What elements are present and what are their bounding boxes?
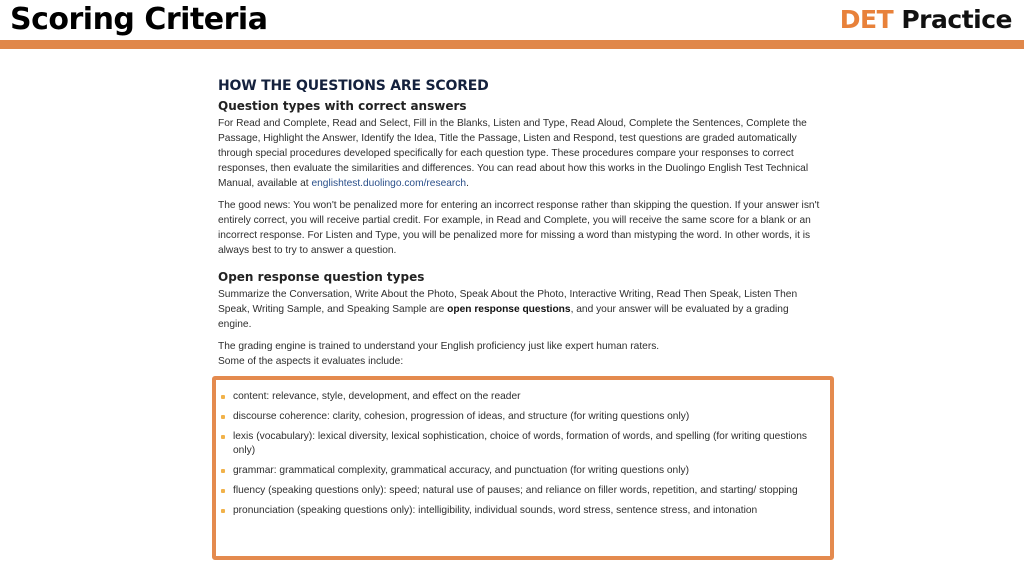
list-item	[218, 464, 823, 478]
aspect-text: content: relevance, style, development, and effect on the reader	[233, 391, 521, 402]
page-header	[0, 0, 1024, 40]
paragraph-open-response	[218, 287, 823, 332]
aspects-list	[218, 390, 823, 524]
brand-practice: Practice	[901, 5, 1012, 34]
paragraph-grading-text: For Read and Complete, Read and Select, Fill in the Blanks, Listen and Type, Read Aloud, Complete the Sentences, Complete the Passage, Highlight the Answer, Identify the Idea, Title the Passage, Listen and Respond, test questions are graded automatically through special procedures developed specifically for each question type. These procedures compare your responses to correct responses, then evaluate the similarities and differences. You can read about how this works in the Duolingo English Test Technical Manual, available at	[218, 118, 809, 189]
list-item	[218, 390, 823, 404]
paragraph-grading	[218, 116, 823, 191]
section-title: HOW THE QUESTIONS ARE SCORED	[218, 78, 489, 94]
bullet-icon	[221, 415, 225, 419]
aspect-text: lexis (vocabulary): lexical diversity, lexical sophistication, choice of words, formation of words, and spelling (for writing questions only)	[233, 431, 807, 456]
grading-engine-line1: The grading engine is trained to understand your English proficiency just like expert human raters.	[218, 341, 660, 352]
article-content	[218, 78, 823, 369]
aspect-text: discourse coherence: clarity, cohesion, progression of ideas, and structure (for writing questions only)	[233, 411, 690, 422]
bullet-icon	[221, 489, 225, 493]
list-item	[218, 430, 823, 458]
header-accent-bar	[0, 40, 1024, 49]
bullet-icon	[221, 435, 225, 439]
list-item	[218, 504, 823, 518]
list-item	[218, 484, 823, 498]
bullet-icon	[221, 395, 225, 399]
brand-logo	[840, 2, 1012, 38]
open-response-bold: open response questions	[447, 304, 571, 315]
aspect-text: pronunciation (speaking questions only): intelligibility, individual sounds, word stress, sentence stress, and intonation	[233, 505, 758, 516]
paragraph-open-response-end: , and your answer will be evaluated by a grading engine.	[218, 304, 789, 330]
bullet-icon	[221, 469, 225, 473]
brand-det: DET	[839, 5, 894, 34]
grading-engine-line2: Some of the aspects it evaluates include:	[218, 356, 404, 367]
subheading-open-response: Open response question types	[218, 270, 425, 284]
aspect-text: fluency (speaking questions only): speed; natural use of pauses; and reliance on filler words, repetition, and starting/ stopping	[233, 485, 798, 496]
page-title: Scoring Criteria	[10, 2, 268, 37]
subheading-correct-answers: Question types with correct answers	[218, 99, 467, 113]
aspect-text: grammar: grammatical complexity, grammatical accuracy, and punctuation (for writing questions only)	[233, 465, 689, 476]
paragraph-grading-end: .	[466, 178, 469, 189]
paragraph-open-response-start: Summarize the Conversation, Write About the Photo, Speak About the Photo, Interactive Writing, Read Then Speak, Listen Then Speak, Writing Sample, and Speaking Sample are	[218, 289, 798, 315]
research-link[interactable]: englishtest.duolingo.com/research	[311, 178, 467, 189]
list-item	[218, 410, 823, 424]
paragraph-grading-engine	[218, 339, 823, 369]
bullet-icon	[221, 509, 225, 513]
paragraph-good-news: The good news: You won't be penalized more for entering an incorrect response rather than skipping the question. If your answer isn't entirely correct, you will receive partial credit. For example, in Read and Complete, you will receive the same score for a blank or an incorrect response. For Listen and Type, you will be penalized more for missing a word than mistyping the word. In other words, it is always best to try to answer a question.	[218, 200, 820, 256]
